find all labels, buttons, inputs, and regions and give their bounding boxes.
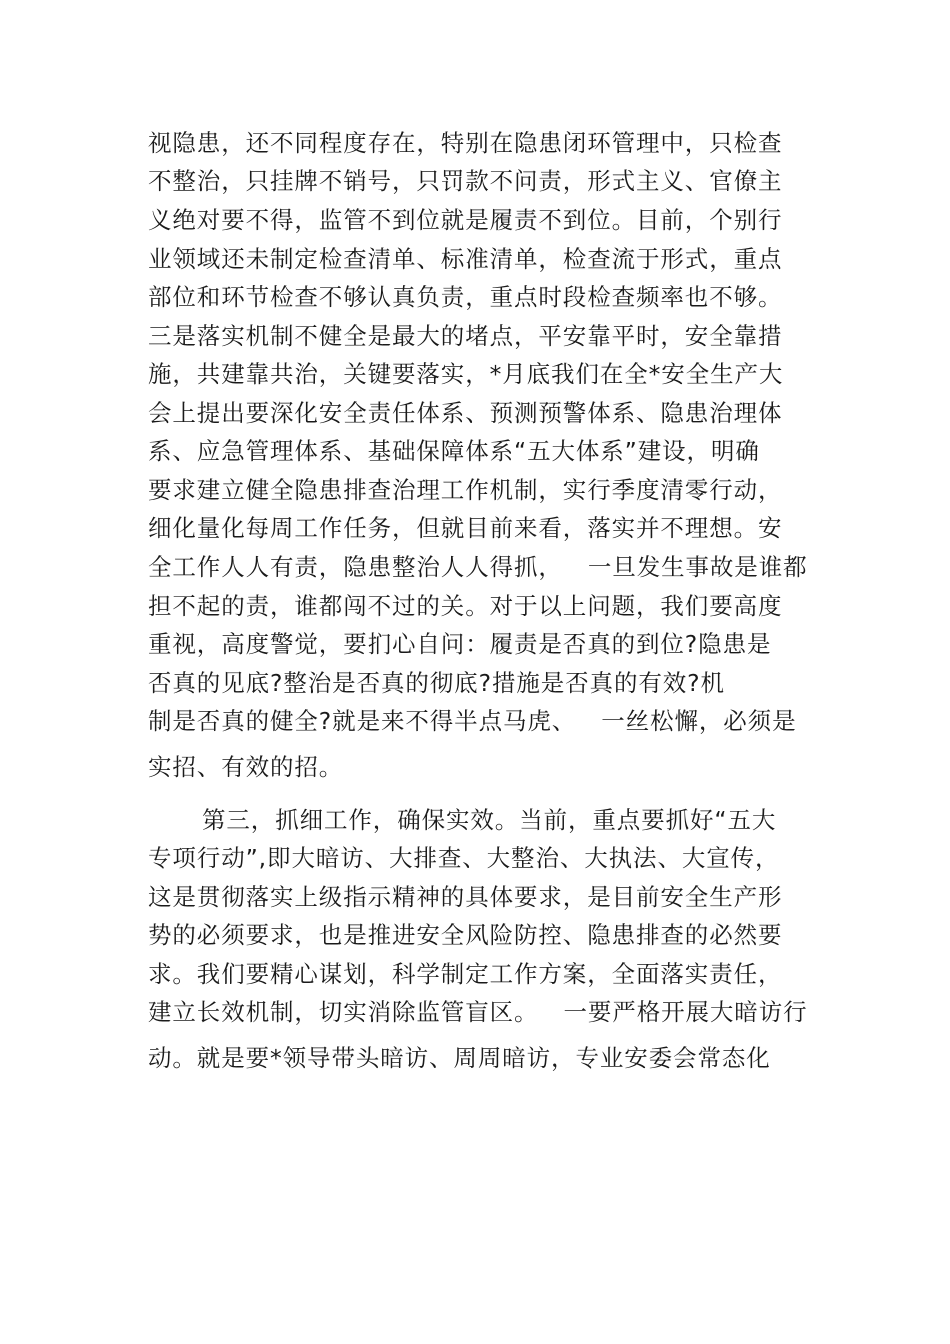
- text-line: 视隐患，还不同程度存在，特别在隐患闭环管理中，只检查: [148, 129, 783, 157]
- text-line: 部位和环节检查不够认真负责，重点时段检查频率也不够。: [148, 283, 783, 311]
- paragraph-first-line: 第三，抓细工作，确保实效。当前，重点要抓好“五大: [202, 806, 777, 834]
- text-line: 担不起的责，谁都闯不过的关。对于以上问题，我们要高度: [148, 592, 783, 620]
- text-line: 重视，高度警觉，要扪心自问：履责是否真的到位?隐患是: [148, 630, 772, 658]
- text-line: 不整治，只挂牌不销号，只罚款不问责，形式主义、官僚主: [148, 167, 783, 195]
- text-line: 细化量化每周工作任务，但就目前来看，落实并不理想。安: [148, 514, 783, 542]
- text-line: 动。就是要*领导带头暗访、周周暗访，专业安委会常态化: [148, 1044, 771, 1072]
- text-line: 求。我们要精心谋划，科学制定工作方案，全面落实责任，: [148, 960, 783, 988]
- text-line: 否真的见底?整治是否真的彻底?措施是否真的有效?机: [148, 669, 725, 697]
- text-line: 势的必须要求，也是推进安全风险防控、隐患排查的必然要: [148, 921, 783, 949]
- text-line: 业领域还未制定检查清单、标准清单，检查流于形式，重点: [148, 245, 783, 273]
- text-line: 会上提出要深化安全责任体系、预测预警体系、隐患治理体: [148, 399, 783, 427]
- text-line: 要求建立健全隐患排查治理工作机制，实行季度清零行动，: [148, 476, 783, 504]
- text-line: 制是否真的健全?就是来不得半点马虎、 一丝松懈，必须是: [148, 707, 797, 735]
- text-line: 这是贯彻落实上级指示精神的具体要求，是目前安全生产形: [148, 883, 783, 911]
- text-line: 三是落实机制不健全是最大的堵点，平安靠平时，安全靠措: [148, 322, 783, 350]
- text-line: 专项行动”,即大暗访、大排查、大整治、大执法、大宣传，: [148, 844, 780, 872]
- text-line: 建立长效机制，切实消除监管盲区。 一要严格开展大暗访行: [148, 998, 808, 1026]
- text-line: 系、应急管理体系、基础保障体系“五大体系”建设，明确: [148, 437, 760, 465]
- text-line: 施，共建靠共治，关键要落实，*月底我们在全*安全生产大: [148, 360, 784, 388]
- text-line: 实招、有效的招。: [148, 753, 344, 781]
- text-line: 全工作人人有责，隐患整治人人得抓， 一旦发生事故是谁都: [148, 553, 808, 581]
- text-line: 义绝对要不得，监管不到位就是履责不到位。目前，个别行: [148, 206, 783, 234]
